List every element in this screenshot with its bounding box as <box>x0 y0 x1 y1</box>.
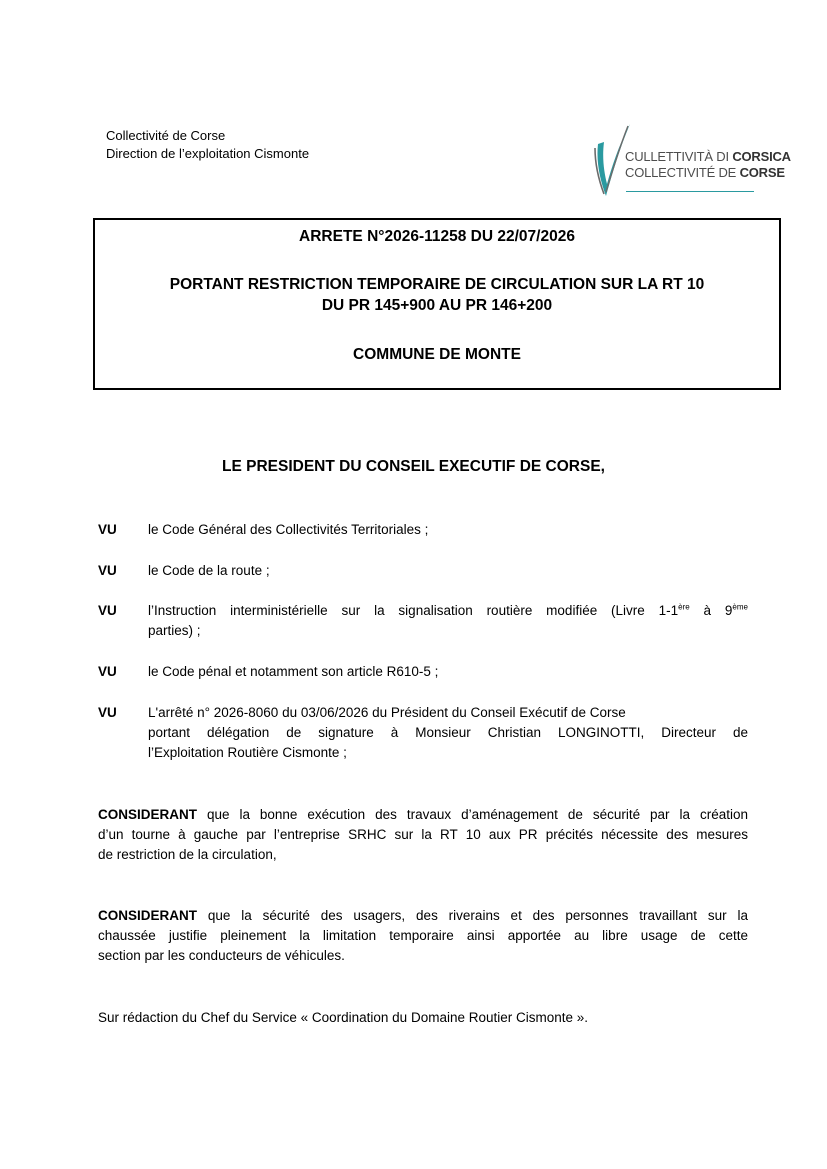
vu-text-line: l’Exploitation Routière Cismonte ; <box>148 745 347 760</box>
paragraph-line: d’un tourne à gauche par l’entreprise SRHC sur la RT 10 aux PR précités nécessite des mesures <box>98 827 748 842</box>
vu-superscript: ème <box>732 602 748 612</box>
org-name: Collectivité de Corse <box>106 128 226 143</box>
president-heading: LE PRESIDENT DU CONSEIL EXECUTIF DE CORSE, <box>222 458 605 475</box>
vu-text: le Code pénal et notamment son article R610-5 ; <box>148 664 439 679</box>
redaction-note <box>98 1008 748 1028</box>
paragraph-text: que la bonne exécution des travaux d’aménagement de sécurité par la création <box>197 807 748 822</box>
redaction-text: Sur rédaction du Chef du Service « Coordination du Domaine Routier Cismonte ». <box>98 1010 589 1025</box>
paragraph-line <box>98 906 748 926</box>
vu-keyword: VU <box>98 664 117 679</box>
vu-keyword: VU <box>98 603 117 618</box>
decree-title-box <box>93 218 781 390</box>
decree-number: ARRETE N°2026-11258 DU 22/07/2026 <box>299 228 575 245</box>
vu-text-part: l’Instruction interministérielle sur la signalisation routière modifiée (Livre 1-1 <box>148 603 679 618</box>
vu-text-line: portant délégation de signature à Monsieur Christian LONGINOTTI, Directeur de <box>148 725 748 740</box>
considerant-paragraph <box>98 906 748 966</box>
paragraph-line: section par les conducteurs de véhicules. <box>98 948 345 963</box>
decree-object <box>95 274 779 316</box>
considerant-keyword: CONSIDERANT <box>98 908 198 923</box>
vu-text-line <box>148 601 748 621</box>
org-direction: Direction de l’exploitation Cismonte <box>106 146 310 161</box>
vu-keyword: VU <box>98 705 117 720</box>
logo-wordmark <box>625 149 791 181</box>
logo-line1-prefix: CULLETTIVITÀ DI <box>625 149 733 164</box>
logo-line2-prefix: COLLECTIVITÉ DE <box>625 165 740 180</box>
issuing-organization <box>106 127 309 163</box>
vu-text: le Code Général des Collectivités Territoriales ; <box>148 522 429 537</box>
vu-text-line: parties) ; <box>148 623 201 638</box>
logo-line2-bold: CORSE <box>739 165 785 180</box>
considerant-paragraph <box>98 805 748 865</box>
vu-superscript: ère <box>678 602 690 612</box>
paragraph-line: de restriction de la circulation, <box>98 847 277 862</box>
vu-text-part: à 9 <box>689 603 733 618</box>
decree-object-line1: PORTANT RESTRICTION TEMPORAIRE DE CIRCULATION SUR LA RT 10 <box>169 276 705 293</box>
paragraph-line <box>98 805 748 825</box>
vu-keyword: VU <box>98 563 117 578</box>
decree-commune: COMMUNE DE MONTE <box>353 346 521 363</box>
decree-object-line2: DU PR 145+900 AU PR 146+200 <box>321 297 553 314</box>
vu-text: le Code de la route ; <box>148 563 270 578</box>
logo-underline <box>626 191 754 192</box>
paragraph-line: chaussée justifie pleinement la limitation temporaire ainsi apportée au libre usage de cette <box>98 928 748 943</box>
vu-text-line: L'arrêté n° 2026-8060 du 03/06/2026 du Président du Conseil Exécutif de Corse <box>148 705 626 720</box>
considerant-keyword: CONSIDERANT <box>98 807 198 822</box>
logo-line1-bold: CORSICA <box>732 149 791 164</box>
vu-keyword: VU <box>98 522 117 537</box>
paragraph-text: que la sécurité des usagers, des riverains et des personnes travaillant sur la <box>197 908 748 923</box>
collectivite-logo <box>592 122 791 198</box>
